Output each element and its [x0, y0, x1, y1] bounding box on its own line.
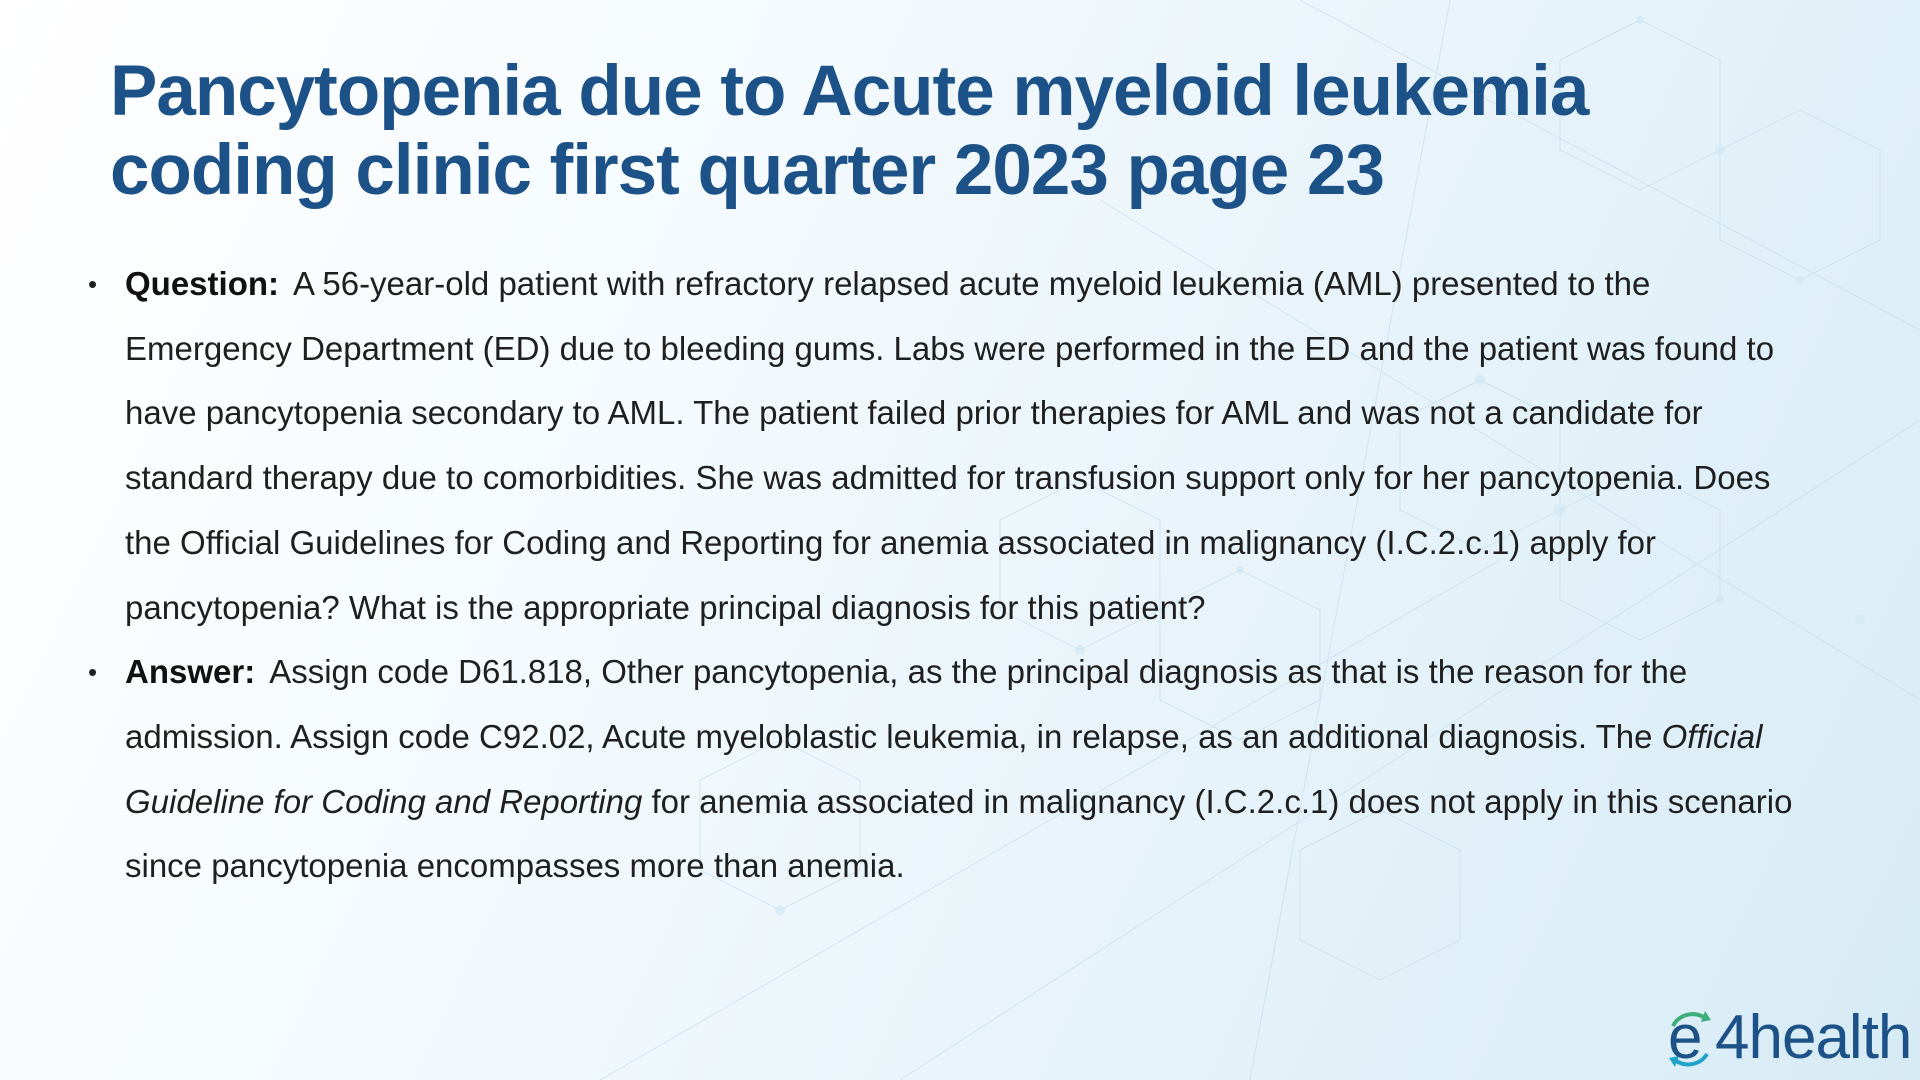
- answer-text-part-1: Assign code D61.818, Other pancytopenia, as the principal diagnosis as that is the reason for the admission. Assign code C92.02, Acute myeloblastic leukemia, in relapse, as an additional diagnosis. The: [125, 653, 1688, 755]
- bullet-list: [88, 252, 1808, 899]
- question-text: A 56-year-old patient with refractory relapsed acute myeloid leukemia (AML) presented to the Emergency Department (ED) due to bleeding gums. Labs were performed in the ED and the patient was found to have pancytopenia secondary to AML. The patient failed prior therapies for AML and was not a candidate for standard therapy due to comorbidities. She was admitted for transfusion support only for her pancytopenia. Does the Official Guidelines for Coding and Reporting for anemia associated in malignancy (I.C.2.c.1) apply for pancytopenia? What is the appropriate principal diagnosis for this patient?: [125, 265, 1775, 626]
- logo-wordmark: 4health: [1715, 1003, 1912, 1072]
- answer-guideline-title: Official Guideline for Coding and Reporting: [125, 717, 1763, 820]
- logo-letter-e: e: [1668, 1003, 1703, 1072]
- slide-title: [110, 52, 1810, 210]
- question-bullet: [88, 252, 1808, 640]
- answer-label: Answer:: [125, 653, 256, 691]
- answer-text-part-2: for anemia associated in malignancy (I.C.2.c.1) does not apply in this scenario since pancytopenia encompasses more than anemia.: [125, 782, 1793, 885]
- slide-title-line-2: coding clinic first quarter 2023 page 23: [110, 131, 1384, 210]
- e4health-logo: [1665, 992, 1911, 1072]
- question-label: Question:: [125, 265, 279, 302]
- logo-mark: [1665, 1004, 1715, 1072]
- bullet-icon: •: [88, 269, 98, 299]
- answer-bullet: [88, 640, 1808, 899]
- slide-title-line-1: Pancytopenia due to Acute myeloid leukemia: [110, 52, 1589, 131]
- bullet-icon: •: [88, 657, 98, 688]
